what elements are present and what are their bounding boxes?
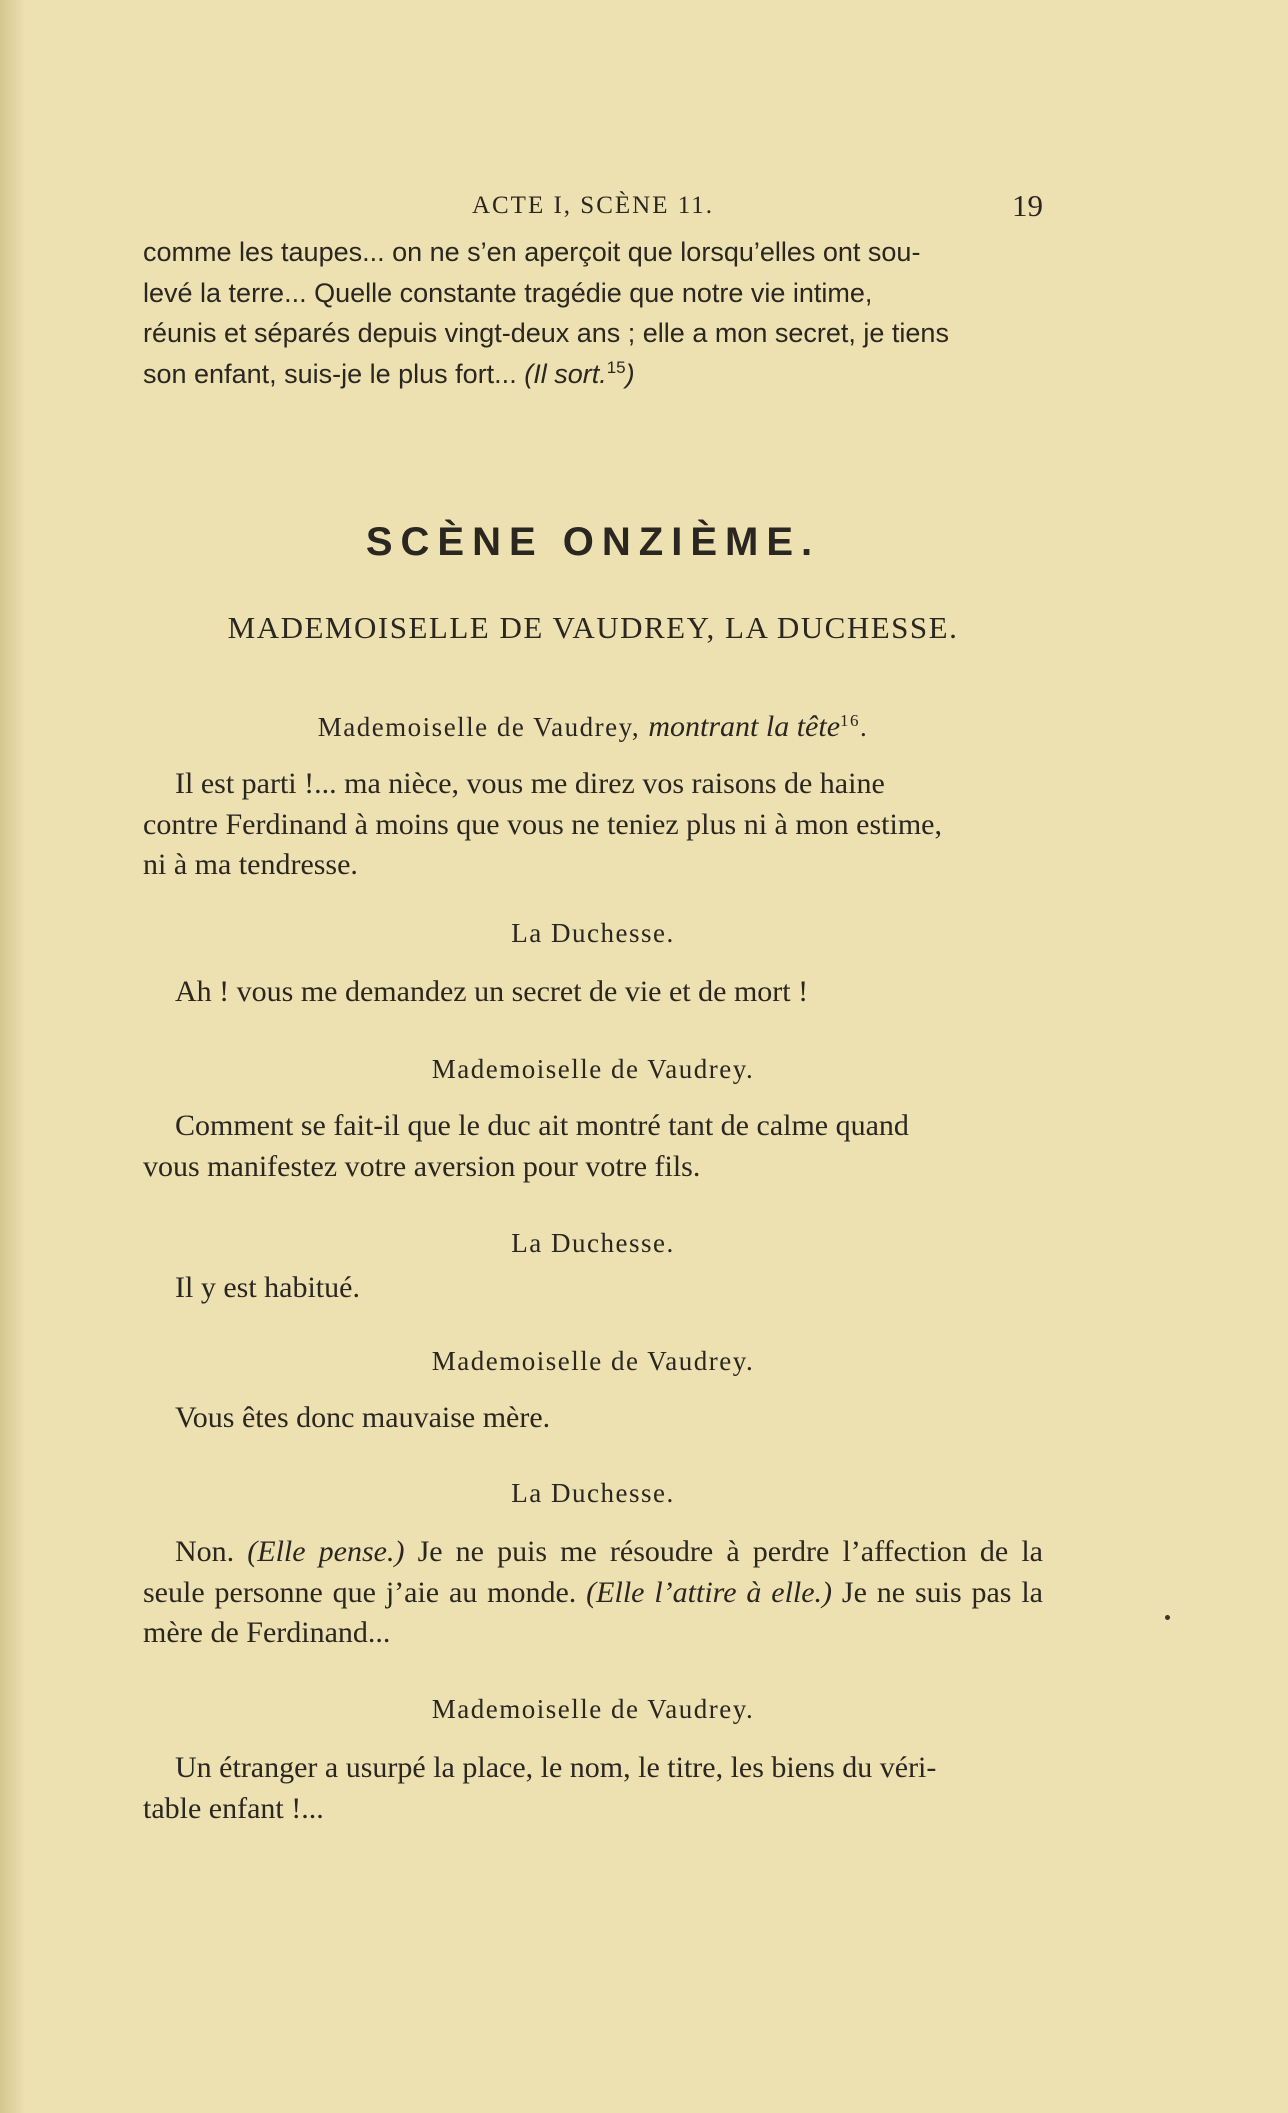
speech-line: contre Ferdinand à moins que vous ne teniez plus ni à mon estime,: [143, 807, 942, 841]
speaker-heading: La Duchesse.: [511, 1478, 675, 1508]
footnote-ref: 16: [840, 711, 861, 730]
stage-direction: montrant la tête: [648, 710, 841, 743]
speech-line: Comment se fait-il que le duc ait montré tant de calme quand: [175, 1109, 909, 1142]
speech-line: ni à ma tendresse.: [143, 848, 358, 881]
margin-dot: [1165, 1615, 1170, 1620]
speech: [143, 1748, 1043, 1829]
footnote-ref: 15: [606, 357, 626, 377]
speaker-heading: Mademoiselle de Vaudrey.: [431, 1694, 755, 1724]
speaker-heading: Mademoiselle de Vaudrey.: [431, 1054, 755, 1084]
scene-cast: MADEMOISELLE DE VAUDREY, LA DUCHESSE.: [227, 610, 959, 645]
speech-paragraph: Non. (Elle pense.) Je ne puis me résoudre à perdre l’affection de la seule personne que j’aie au monde. (Elle l’attire à elle.) Je ne suis pas la mère de Ferdinand...: [143, 1535, 1043, 1649]
page-header: [143, 188, 1043, 228]
speech-line: vous manifestez votre aversion pour votre fils.: [143, 1149, 701, 1183]
speech-line: Vous êtes donc mauvaise mère.: [175, 1401, 551, 1434]
speech: [143, 764, 1043, 886]
stage-direction: (Il sort.: [524, 358, 607, 389]
speech: [143, 1106, 1043, 1187]
speech-line: Il est parti !... ma nièce, vous me direz vos raisons de haine: [175, 767, 885, 800]
speech: [143, 1532, 1043, 1654]
opening-line: comme les taupes... on ne s’en aperçoit que lorsqu’elles ont sou-: [143, 237, 921, 267]
page-number: 19: [1012, 188, 1043, 223]
stage-direction: (Elle pense.): [247, 1535, 405, 1568]
scene-title: SCÈNE ONZIÈME.: [365, 520, 821, 564]
page-edge: [0, 0, 26, 2113]
stage-direction: (Elle l’attire à elle.): [586, 1575, 833, 1609]
speech-line: Un étranger a usurpé la place, le nom, le titre, les biens du véri-: [175, 1751, 937, 1784]
opening-line: son enfant, suis-je le plus fort... (Il sort.$^{15}$): [143, 357, 635, 389]
speech: [143, 1398, 1043, 1439]
speaker-heading: Mademoiselle de Vaudrey, montrant la tête$^{16}$.: [317, 710, 869, 743]
speech: [143, 972, 1043, 1013]
opening-line: réunis et séparés depuis vingt-deux ans ; elle a mon secret, je tiens: [143, 318, 949, 348]
speech-line: Il y est habitué.: [175, 1271, 360, 1304]
speech: [143, 1268, 1043, 1309]
opening-paragraph: [143, 232, 1043, 394]
speaker-heading: Mademoiselle de Vaudrey.: [431, 1346, 755, 1376]
speech-line: table enfant !...: [143, 1791, 324, 1825]
speaker-heading: La Duchesse.: [511, 1228, 675, 1258]
speaker-heading: La Duchesse.: [511, 918, 675, 948]
running-head: ACTE I, SCÈNE 11.: [471, 192, 715, 219]
opening-line: levé la terre... Quelle constante tragédie que notre vie intime,: [143, 277, 873, 308]
speech-line: Ah ! vous me demandez un secret de vie et de mort !: [175, 975, 809, 1008]
